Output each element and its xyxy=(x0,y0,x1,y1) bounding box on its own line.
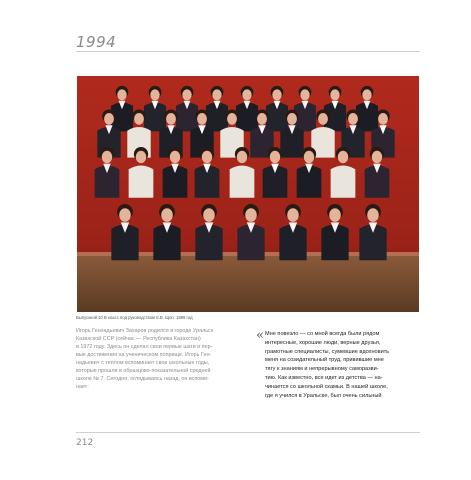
quote-line: чинается со школьной скамьи. В нашей школе, xyxy=(265,383,388,390)
intro-line: в 1972 году. Здесь он сделал свои первые шаги и пер- xyxy=(76,344,213,350)
class-photo xyxy=(77,76,419,312)
header-rule xyxy=(76,51,420,52)
photo-caption: Выпускной 10 В класс под руководством Е.В. Щоп. 1989 год xyxy=(76,315,193,320)
quote-line: грамотные специалисты, сумевшие вдохновить xyxy=(265,348,390,355)
quote-text xyxy=(265,330,422,400)
intro-text xyxy=(76,327,239,391)
quote-line: где я учился в Уральске, был очень сильный xyxy=(265,392,382,399)
quote-line: тию. Как известно, все идет из детства — на- xyxy=(265,374,383,381)
quote-mark-icon: « xyxy=(256,328,264,343)
intro-line: надьевич с теплом вспоминает свои школьные годы, xyxy=(76,360,210,366)
intro-line: которые прошли в образцово-показательной средней xyxy=(76,368,211,374)
quote-line: тягу к знаниям и непрерывному саморазви- xyxy=(265,366,379,373)
footer-rule xyxy=(76,432,420,433)
year-heading: 1994 xyxy=(76,33,117,51)
quote-line: Мне повезло — со мной всегда были рядом xyxy=(265,331,380,337)
intro-line: Казахской ССР (сейчас — Республика Казахстан) xyxy=(76,336,201,342)
intro-line: нает: xyxy=(76,384,89,390)
intro-line: Игорь Геннадьевич Захаров родился в городе Уральск xyxy=(76,328,214,334)
quote-line: интересные, хорошие люди, верные друзья, xyxy=(265,339,381,346)
intro-line: вые достижения на ученическом поприще. Игорь Ген- xyxy=(76,352,212,358)
page-number: 212 xyxy=(76,438,94,448)
intro-line: школе № 7. Сегодня, оглядываясь назад, он вспоми- xyxy=(76,376,209,382)
quote-line: меня на созидательный труд, привившие мне xyxy=(265,357,384,364)
